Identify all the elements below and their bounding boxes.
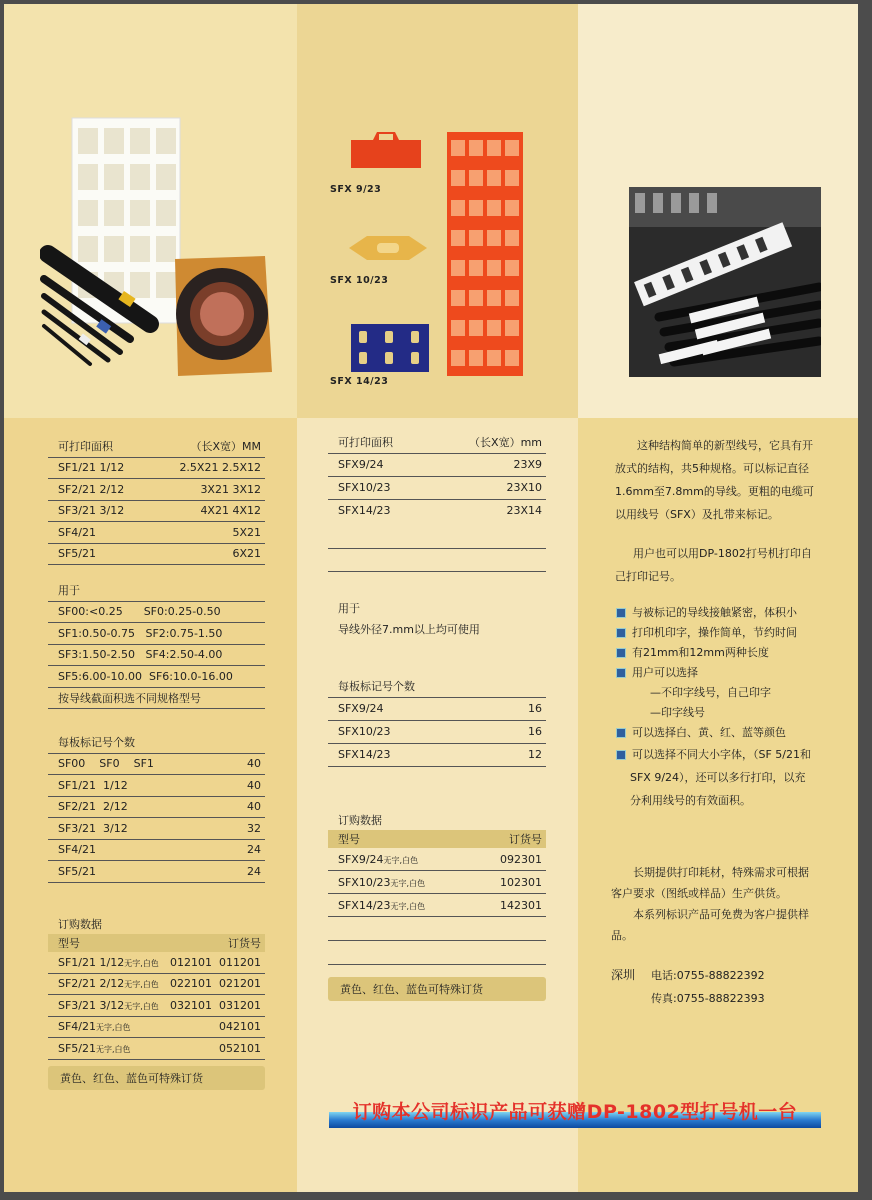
row-model: SF1/21 1/12 xyxy=(58,461,125,475)
list-item xyxy=(616,723,846,743)
sfx-order-table xyxy=(328,810,546,917)
column-3-text-panel xyxy=(578,418,858,1192)
row-count: 16 xyxy=(528,725,542,738)
phone-number: 电话:0755-88822392 xyxy=(651,969,765,982)
list-item xyxy=(616,789,846,812)
table-header xyxy=(328,432,546,454)
section-title xyxy=(48,732,265,754)
list-item xyxy=(616,603,846,623)
list-item xyxy=(616,623,846,643)
row-model: SF3/21 3/12 xyxy=(58,504,125,518)
row-size: 6X21 xyxy=(232,547,261,561)
table-row xyxy=(328,744,546,767)
feature-list xyxy=(616,603,846,812)
row-model: SF00 SF0 SF1 xyxy=(58,757,154,771)
count-title: 每板标记号个数 xyxy=(58,736,135,750)
divider xyxy=(328,964,546,965)
row-count: 32 xyxy=(247,821,261,835)
order-sub: 无字,白色 xyxy=(124,980,159,990)
row-model: SF4/21 xyxy=(58,525,97,539)
row-size: 23X14 xyxy=(506,504,542,517)
printer-line: 己打印记号。 xyxy=(615,570,681,583)
list-item xyxy=(616,643,846,663)
table-row xyxy=(48,522,265,544)
printable-area-table xyxy=(48,436,265,565)
row-count: 40 xyxy=(247,757,261,771)
order-sub: 无字,白色 xyxy=(383,855,419,865)
order-model: SF4/21 xyxy=(58,1020,97,1034)
order-sub: 无字,白色 xyxy=(96,1044,131,1054)
order-sub: 无字,白色 xyxy=(390,901,426,911)
row-model: SFX10/23 xyxy=(338,481,391,494)
city-label: 深圳 xyxy=(611,968,636,982)
bullet-icon xyxy=(616,728,626,738)
table-row xyxy=(48,602,265,624)
supply-line: 本系列标识产品可免费为客户提供样 xyxy=(633,908,809,921)
table-row xyxy=(48,544,265,566)
column-1-spec-panel xyxy=(4,418,297,1192)
marker-strip-photo xyxy=(40,114,280,384)
supply-line: 长期提供打印耗材，特殊需求可根据 xyxy=(633,866,809,879)
order-model: SF2/21 2/12 xyxy=(58,977,125,991)
intro-line: 放式的结构，共5种规格。可以标记直径 xyxy=(615,462,809,475)
range-note: 按导线截面积选不同规格型号 xyxy=(58,691,201,705)
count-title: 每板标记号个数 xyxy=(338,680,415,694)
row-model: SF1/21 1/12 xyxy=(58,778,128,792)
order-head-code: 订货号 xyxy=(509,833,542,846)
feature-text: 可以选择白、黄、红、蓝等颜色 xyxy=(632,726,786,739)
table-row xyxy=(48,861,265,883)
order-code: 092301 xyxy=(500,852,542,866)
range-text: SF1:0.50-0.75 SF2:0.75-1.50 xyxy=(58,626,223,640)
sfx-10-23-label: SFX 10/23 xyxy=(330,275,389,286)
order-model: SFX9/24 xyxy=(338,852,384,866)
row-model: SF4/21 xyxy=(58,843,97,857)
sfx-marker-photo xyxy=(347,124,527,379)
table-row xyxy=(48,995,265,1017)
table-row xyxy=(48,623,265,645)
list-item xyxy=(616,663,846,683)
row-model: SF5/21 xyxy=(58,864,97,878)
row-size: 2.5X21 2.5X12 xyxy=(179,461,261,475)
table-row xyxy=(328,894,546,917)
row-model: SFX9/24 xyxy=(338,458,384,471)
range-text: SF3:1.50-2.50 SF4:2.50-4.00 xyxy=(58,648,223,662)
row-count: 24 xyxy=(247,843,261,857)
row-model: SFX14/23 xyxy=(338,748,391,761)
table-row xyxy=(48,645,265,667)
bullet-icon xyxy=(616,750,626,760)
bullet-icon xyxy=(616,628,626,638)
header-label: 可打印面积 xyxy=(338,436,393,450)
list-item xyxy=(616,703,846,723)
order-code: 012101 011201 xyxy=(170,955,261,969)
table-row xyxy=(48,666,265,688)
feature-text: 有21mm和12mm两种长度 xyxy=(632,646,769,659)
order-sub: 无字,白色 xyxy=(124,1001,159,1011)
row-model: SFX10/23 xyxy=(338,725,391,738)
table-row xyxy=(48,1038,265,1060)
table-row xyxy=(48,458,265,480)
order-model: SF5/21 xyxy=(58,1041,97,1055)
row-model: SFX14/23 xyxy=(338,504,391,517)
feature-text: —不印字线号，自己印字 xyxy=(650,686,771,699)
table-row xyxy=(328,477,546,500)
row-count: 16 xyxy=(528,702,542,715)
intro-line: 以用线号（SFX）及扎带来标记。 xyxy=(615,508,779,521)
table-row xyxy=(48,688,265,710)
row-count: 40 xyxy=(247,800,261,814)
table-row xyxy=(48,775,265,797)
table-row xyxy=(328,871,546,894)
order-title: 订购数据 xyxy=(58,918,102,931)
promo-banner-text: 订购本公司标识产品可获赠DP-1802型打号机一台 xyxy=(352,1101,798,1123)
sfx-14-23-label: SFX 14/23 xyxy=(330,376,389,387)
row-model: SF3/21 3/12 xyxy=(58,821,128,835)
row-model: SF5/21 xyxy=(58,547,97,561)
order-data-table xyxy=(48,914,265,1060)
row-size: 23X9 xyxy=(513,458,542,471)
header-unit: （长X宽）MM xyxy=(190,440,261,454)
printer-paragraph xyxy=(615,542,812,588)
table-header xyxy=(48,436,265,458)
row-model: SF2/21 2/12 xyxy=(58,482,125,496)
order-code: 052101 xyxy=(219,1041,261,1055)
range-text: SF5:6.00-10.00 SF6:10.0-16.00 xyxy=(58,669,233,683)
column-3-photo-panel xyxy=(578,4,858,418)
table-row xyxy=(48,479,265,501)
feature-text: 可以选择不同大小字体，（SF 5/21和 xyxy=(632,748,812,761)
order-code: 032101 031201 xyxy=(170,998,261,1012)
intro-paragraph xyxy=(615,434,814,526)
column-1-photo-panel xyxy=(4,4,297,418)
row-count: 12 xyxy=(528,748,542,761)
table-row xyxy=(48,974,265,996)
count-per-board-table xyxy=(48,732,265,883)
order-sub: 无字,白色 xyxy=(390,878,426,888)
fax-number: 传真:0755-88822393 xyxy=(651,992,765,1005)
feature-text: 分利用线号的有效面积。 xyxy=(630,794,751,807)
section-title xyxy=(328,676,546,698)
special-order-note: 黄色、红色、蓝色可特殊订货 xyxy=(48,1066,265,1090)
row-size: 5X21 xyxy=(232,525,261,539)
bullet-icon xyxy=(616,608,626,618)
order-model: SF3/21 3/12 xyxy=(58,998,125,1012)
table-row xyxy=(48,952,265,974)
order-sub: 无字,白色 xyxy=(96,1023,131,1033)
table-row xyxy=(48,840,265,862)
use-title: 用于 xyxy=(58,584,80,598)
order-header-band xyxy=(48,934,265,952)
order-sub: 无字,白色 xyxy=(124,958,159,968)
row-count: 24 xyxy=(247,864,261,878)
column-2 xyxy=(297,4,578,1192)
intro-line: 1.6mm至7.8mm的导线。更粗的电缆可 xyxy=(615,485,814,498)
list-item xyxy=(616,743,846,766)
order-model: SFX10/23 xyxy=(338,875,391,889)
divider xyxy=(328,571,546,572)
wire-range-table xyxy=(48,580,265,709)
supply-line: 品。 xyxy=(611,929,633,942)
supply-line: 客户要求（图纸或样品）生产供货。 xyxy=(611,887,787,900)
row-model: SF2/21 2/12 xyxy=(58,800,128,814)
header-unit: （长X宽）mm xyxy=(469,436,542,450)
order-model: SF1/21 1/12 xyxy=(58,955,125,969)
sfx-printable-area-table xyxy=(328,432,546,522)
table-row xyxy=(48,797,265,819)
intro-line: 这种结构简单的新型线号，它具有开 xyxy=(637,439,813,452)
table-row xyxy=(328,698,546,721)
divider xyxy=(328,548,546,549)
row-count: 40 xyxy=(247,778,261,792)
order-head-code: 订货号 xyxy=(228,937,261,950)
section-title xyxy=(48,580,265,602)
feature-text: 与被标记的导线接触紧密，体积小 xyxy=(632,606,797,619)
list-item xyxy=(616,766,846,789)
list-item xyxy=(616,683,846,703)
bullet-icon xyxy=(616,648,626,658)
feature-text: 打印机印字，操作简单，节约时间 xyxy=(632,626,797,639)
column-2-photo-panel xyxy=(297,4,578,418)
sfx-count-table xyxy=(328,676,546,767)
header-label: 可打印面积 xyxy=(58,440,113,454)
sfx-9-23-label: SFX 9/23 xyxy=(330,184,382,195)
order-code: 142301 xyxy=(500,898,542,912)
table-row xyxy=(328,500,546,522)
column-1 xyxy=(4,4,297,1192)
order-head-model: 型号 xyxy=(338,833,360,846)
use-title: 用于 xyxy=(338,602,360,615)
column-3 xyxy=(578,4,858,1192)
terminal-block-photo xyxy=(629,187,821,377)
row-size: 23X10 xyxy=(506,481,542,494)
order-code: 022101 021201 xyxy=(170,977,261,991)
order-code: 042101 xyxy=(219,1020,261,1034)
table-row xyxy=(48,501,265,523)
bullet-icon xyxy=(616,668,626,678)
table-row xyxy=(328,721,546,744)
supply-paragraph xyxy=(611,862,809,946)
feature-text: SFX 9/24），还可以多行打印，以充 xyxy=(630,771,806,784)
order-header-band xyxy=(328,830,546,848)
order-title: 订购数据 xyxy=(338,814,382,827)
range-text: SF00:<0.25 SF0:0.25-0.50 xyxy=(58,605,221,619)
order-code: 102301 xyxy=(500,875,542,889)
table-row xyxy=(48,754,265,776)
printer-line: 用户也可以用DP-1802打号机打印自 xyxy=(633,547,812,560)
feature-text: —印字线号 xyxy=(650,706,705,719)
table-row xyxy=(328,454,546,477)
table-row xyxy=(48,818,265,840)
order-head-model: 型号 xyxy=(58,937,80,950)
table-row xyxy=(48,1017,265,1039)
order-model: SFX14/23 xyxy=(338,898,391,912)
use-text: 导线外径7.mm以上均可使用 xyxy=(338,623,480,636)
special-order-note: 黄色、红色、蓝色可特殊订货 xyxy=(328,977,546,1001)
row-model: SFX9/24 xyxy=(338,702,384,715)
divider xyxy=(328,940,546,941)
row-size: 3X21 3X12 xyxy=(200,482,261,496)
row-size: 4X21 4X12 xyxy=(200,504,261,518)
column-2-spec-panel xyxy=(297,418,578,1192)
table-row xyxy=(328,848,546,871)
feature-text: 用户可以选择 xyxy=(632,666,698,679)
